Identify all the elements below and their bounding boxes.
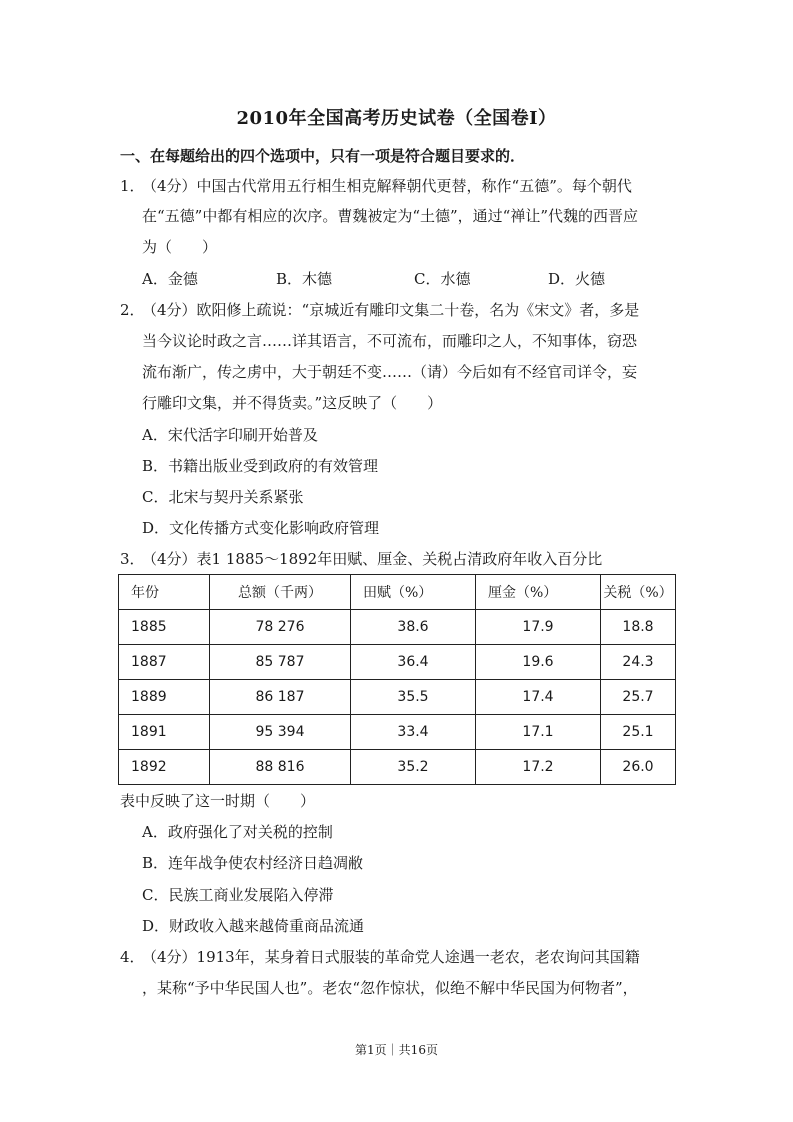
table-row [119, 645, 676, 680]
table-header-cell: 关税（%） [601, 575, 676, 610]
table-row [119, 680, 676, 715]
question-1-line-3: 为（ ） [142, 238, 218, 256]
question-2-line-3: 流布渐广，传之虏中，大于朝廷不变……（请）今后如有不经官司详令，妄 [142, 363, 638, 381]
table-cell: 17.2 [476, 750, 601, 785]
question-3-option-b[interactable]: B．连年战争使农村经济日趋凋敝 [142, 854, 364, 872]
question-2-option-b[interactable]: B．书籍出版业受到政府的有效管理 [142, 457, 379, 475]
table-cell: 26.0 [601, 750, 676, 785]
question-2-line-2: 当今议论时政之言……详其语言，不可流布，而雕印之人，不知事体，窃恐 [142, 332, 638, 350]
table-cell: 25.1 [601, 715, 676, 750]
question-4-line-2: ，某称“予中华民国人也”。老农“忽作惊状，似绝不解中华民国为何物者”， [142, 979, 638, 997]
table-cell: 86 187 [210, 680, 351, 715]
table-header-cell: 总额（千两） [210, 575, 351, 610]
question-2-option-a[interactable]: A．宋代活字印刷开始普及 [142, 426, 318, 444]
table-cell: 24.3 [601, 645, 676, 680]
table-header-cell: 田赋（%） [351, 575, 476, 610]
question-2-option-d[interactable]: D．文化传播方式变化影响政府管理 [142, 519, 380, 537]
table-row [119, 715, 676, 750]
table-header-cell: 厘金（%） [476, 575, 601, 610]
question-text: （4分）欧阳修上疏说：“京城近有雕印文集二十卷，名为《宋文》者，多是 [142, 301, 640, 319]
question-text: （4分）中国古代常用五行相生相克解释朝代更替，称作“五德”。每个朝代 [142, 177, 632, 195]
question-2-option-c[interactable]: C．北宋与契丹关系紧张 [142, 488, 304, 506]
question-number: 4． [120, 948, 145, 966]
table-cell: 88 816 [210, 750, 351, 785]
table-cell: 1891 [119, 715, 210, 750]
revenue-table [118, 574, 676, 785]
table-cell: 35.2 [351, 750, 476, 785]
table-cell: 17.9 [476, 610, 601, 645]
table-row [119, 610, 676, 645]
table-cell: 95 394 [210, 715, 351, 750]
table-cell: 78 276 [210, 610, 351, 645]
table-row [119, 750, 676, 785]
table-cell: 35.5 [351, 680, 476, 715]
table-cell: 1892 [119, 750, 210, 785]
table-header-row [119, 575, 676, 610]
question-4-line-1 [120, 947, 640, 967]
question-1-option-b[interactable]: B．木德 [276, 270, 333, 288]
table-cell: 18.8 [601, 610, 676, 645]
table-header-cell: 年份 [119, 575, 210, 610]
table-cell: 85 787 [210, 645, 351, 680]
question-1-line-2: 在“五德”中都有相应的次序。曹魏被定为“土德”，通过“禅让”代魏的西晋应 [142, 207, 639, 225]
question-3-after-table: 表中反映了这一时期（ ） [120, 792, 316, 810]
question-2-line-4: 行雕印文集，并不得货卖。”这反映了（ ） [142, 394, 443, 412]
question-number: 1． [120, 177, 145, 195]
question-1-line-1 [120, 176, 632, 196]
page-title: 2010年全国高考历史试卷（全国卷Ⅰ） [236, 108, 557, 129]
question-text: （4分）1913年，某身着日式服装的革命党人途遇一老农，老农询问其国籍 [142, 948, 640, 966]
question-3-line-1 [120, 549, 602, 569]
table-cell: 19.6 [476, 645, 601, 680]
question-3-option-d[interactable]: D．财政收入越来越倚重商品流通 [142, 917, 365, 935]
question-text: （4分）表1 1885～1892年田赋、厘金、关税占清政府年收入百分比 [142, 550, 603, 568]
question-3-option-a[interactable]: A．政府强化了对关税的控制 [142, 823, 333, 841]
question-3-option-c[interactable]: C．民族工商业发展陷入停滞 [142, 886, 334, 904]
table-cell: 25.7 [601, 680, 676, 715]
table-cell: 1889 [119, 680, 210, 715]
table-cell: 1887 [119, 645, 210, 680]
question-1-option-d[interactable]: D．火德 [548, 270, 606, 288]
table-cell: 36.4 [351, 645, 476, 680]
question-1-option-c[interactable]: C．水德 [414, 270, 471, 288]
question-number: 3． [120, 550, 145, 568]
question-number: 2． [120, 301, 145, 319]
table-cell: 38.6 [351, 610, 476, 645]
table-cell: 17.1 [476, 715, 601, 750]
table-cell: 1885 [119, 610, 210, 645]
section-heading: 一、在每题给出的四个选项中，只有一项是符合题目要求的． [120, 147, 526, 165]
question-2-line-1 [120, 300, 639, 320]
page-footer: 第1页｜共16页 [355, 1043, 438, 1057]
table-cell: 17.4 [476, 680, 601, 715]
table-cell: 33.4 [351, 715, 476, 750]
question-1-option-a[interactable]: A．金德 [142, 270, 198, 288]
